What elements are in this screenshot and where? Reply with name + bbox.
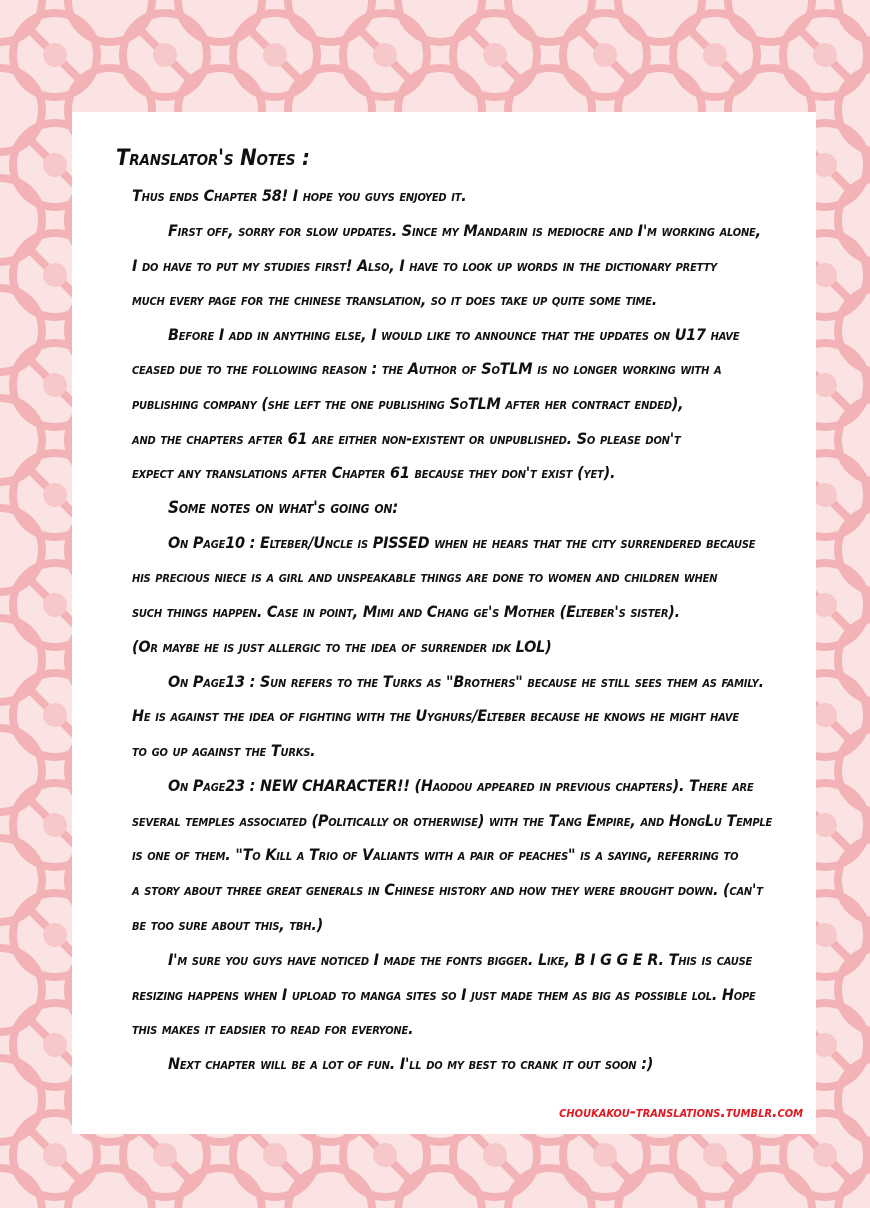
- note-line: to go up against the Turks.: [132, 741, 316, 760]
- note-line: expect any translations after Chapter 61 because they don't exist (yet).: [132, 463, 616, 482]
- note-line: Next chapter will be a lot of fun. I'll do my best to crank it out soon :): [168, 1054, 654, 1073]
- note-line: On Page10 : Elteber/Uncle is PISSED when he hears that the city surrendered because: [168, 533, 756, 552]
- note-line: such things happen. Case in point, Mimi and Chang ge's Mother (Elteber's sister).: [132, 602, 680, 621]
- note-line: On Page23 : NEW CHARACTER!! (Haodou appeared in previous chapters). There are: [168, 776, 754, 795]
- note-line: several temples associated (Politically or otherwise) with the Tang Empire, and HongLu Temple: [132, 811, 773, 830]
- note-line: First off, sorry for slow updates. Since my Mandarin is mediocre and I'm working alone,: [168, 221, 761, 240]
- note-line: On Page13 : Sun refers to the Turks as "Brothers" because he still sees them as family.: [168, 672, 764, 691]
- note-line: and the chapters after 61 are either non-existent or unpublished. So please don't: [132, 429, 681, 448]
- site-url-link[interactable]: choukakou-translations.tumblr.com: [559, 1102, 803, 1121]
- note-line: his precious niece is a girl and unspeakable things are done to women and children when: [132, 567, 718, 586]
- note-line: I do have to put my studies first! Also, I have to look up words in the dictionary pretty: [132, 256, 717, 275]
- note-line: I'm sure you guys have noticed I made the fonts bigger. Like, B I G G E R. This is cause: [168, 950, 753, 969]
- note-line: a story about three great generals in Chinese history and how they were brought down. (can't: [132, 880, 763, 899]
- note-line: be too sure about this, tbh.): [132, 915, 323, 934]
- note-line: is one of them. "To Kill a Trio of Valiants with a pair of peaches" is a saying, referring to: [132, 845, 739, 864]
- note-line: Before I add in anything else, I would like to announce that the updates on U17 have: [168, 325, 740, 344]
- note-line: much every page for the chinese translation, so it does take up quite some time.: [132, 290, 658, 309]
- note-line: this makes it eadsier to read for everyone.: [132, 1019, 414, 1038]
- note-line: Thus ends Chapter 58! I hope you guys enjoyed it.: [132, 186, 467, 205]
- note-line: resizing happens when I upload to manga sites so I just made them as big as possible lol. Hope: [132, 985, 756, 1004]
- note-line: publishing company (she left the one publishing SoTLM after her contract ended),: [132, 394, 684, 413]
- note-line: He is against the idea of fighting with the Uyghurs/Elteber because he knows he might have: [132, 706, 739, 725]
- notes-title: Translator's Notes :: [116, 146, 310, 171]
- note-line: ceased due to the following reason : the Author of SoTLM is no longer working with a: [132, 359, 722, 378]
- section-heading: Some notes on what's going on:: [168, 498, 399, 518]
- note-line: (Or maybe he is just allergic to the idea of surrender idk LOL): [132, 637, 552, 656]
